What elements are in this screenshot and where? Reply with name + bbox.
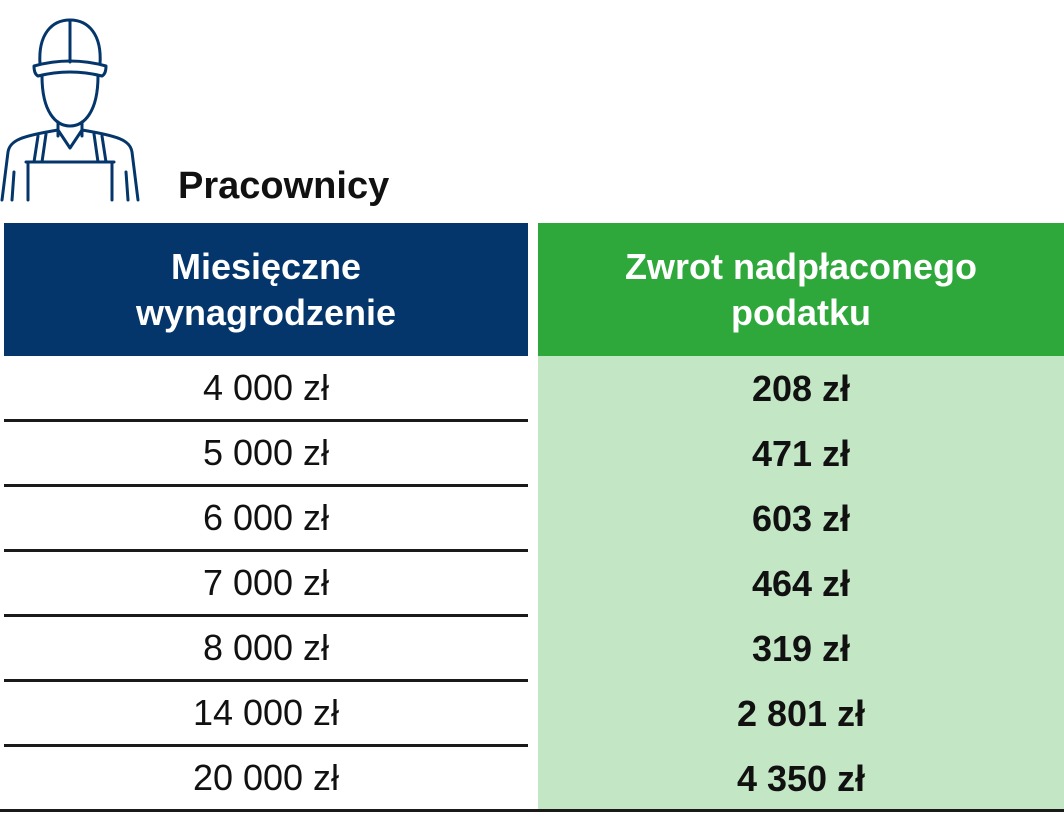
refund-cell: 319 zł xyxy=(538,616,1064,681)
refund-cell: 4 350 zł xyxy=(538,746,1064,811)
salary-cell: 7 000 zł xyxy=(4,551,528,617)
table-row xyxy=(0,681,1064,746)
salary-cell: 4 000 zł xyxy=(4,356,528,422)
table-row xyxy=(0,746,1064,811)
column-header-refund xyxy=(538,223,1064,356)
table-bottom-border xyxy=(0,809,1064,812)
column-header-salary-label: Miesięczne wynagrodzenie xyxy=(135,245,397,333)
table-row xyxy=(0,356,1064,421)
salary-cell: 5 000 zł xyxy=(4,421,528,487)
refund-cell: 471 zł xyxy=(538,421,1064,486)
refund-cell: 2 801 zł xyxy=(538,681,1064,746)
salary-cell: 8 000 zł xyxy=(4,616,528,682)
refund-cell: 208 zł xyxy=(538,356,1064,421)
salary-cell: 14 000 zł xyxy=(4,681,528,747)
worker-icon xyxy=(0,12,150,202)
salary-cell: 6 000 zł xyxy=(4,486,528,552)
refund-cell: 603 zł xyxy=(538,486,1064,551)
table-body xyxy=(0,356,1064,811)
table-row xyxy=(0,486,1064,551)
column-header-salary xyxy=(4,223,528,356)
table-row xyxy=(0,551,1064,616)
refund-cell: 464 zł xyxy=(538,551,1064,616)
table-row xyxy=(0,616,1064,681)
page-title: Pracownicy xyxy=(178,165,390,207)
salary-cell: 20 000 zł xyxy=(4,746,528,812)
table-row xyxy=(0,421,1064,486)
column-header-refund-label: Zwrot nadpłaconego podatku xyxy=(624,245,977,333)
